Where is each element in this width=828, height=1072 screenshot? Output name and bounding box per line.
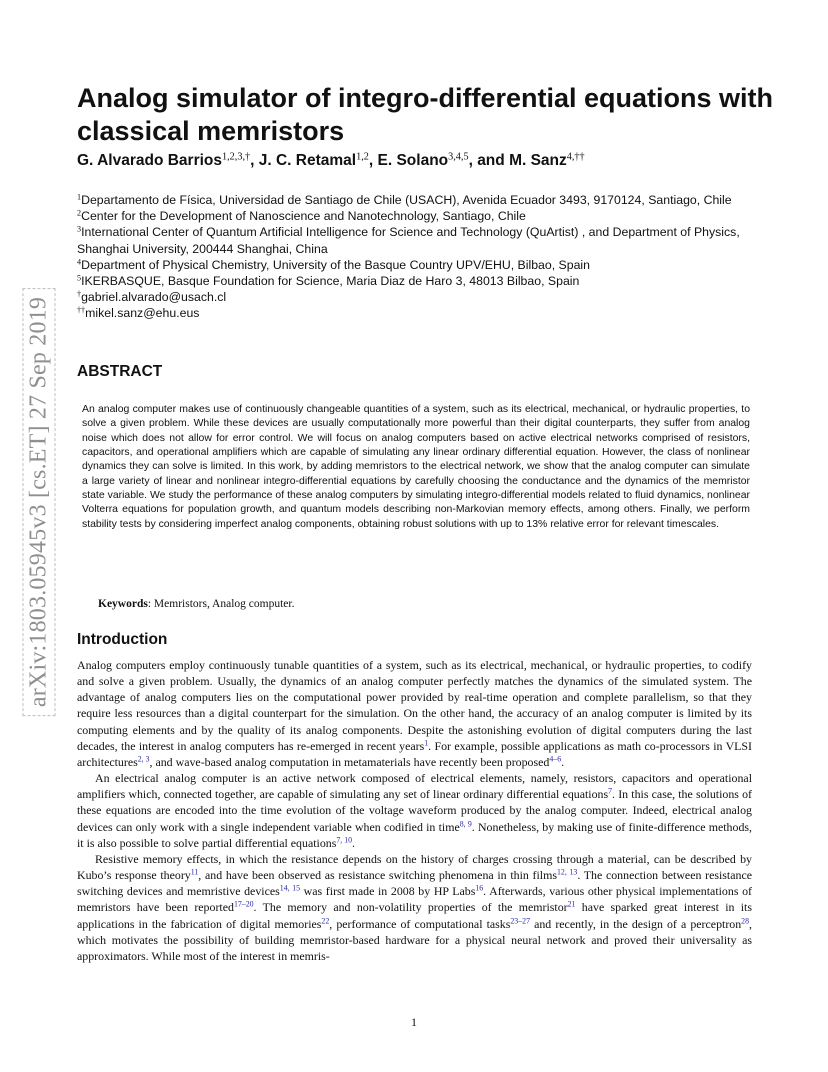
affiliation-item xyxy=(77,192,767,208)
arxiv-stamp xyxy=(20,262,58,742)
citation-link[interactable]: 22 xyxy=(321,916,330,926)
affiliation-item xyxy=(77,289,767,305)
citation-link[interactable]: 2, 3 xyxy=(137,754,150,764)
citation-link[interactable]: 23–27 xyxy=(510,916,530,926)
affiliation-marker: 4 xyxy=(77,257,82,267)
body-paragraph xyxy=(77,657,752,770)
affiliation-text: Center for the Development of Nanoscience and Nanotechnology, Santiago, Chile xyxy=(81,209,526,224)
author-name: J. C. Retamal xyxy=(258,152,357,169)
author-affiliation-marker: 1,2,3,† xyxy=(222,151,251,163)
author-affiliation-marker: 4,†† xyxy=(566,151,585,163)
citation-link[interactable]: 14, 15 xyxy=(279,883,301,893)
affiliation-marker: † xyxy=(77,289,82,299)
affiliation-item xyxy=(77,208,767,224)
affiliation-marker: 3 xyxy=(77,224,82,234)
author-separator: , and xyxy=(468,152,510,169)
affiliation-item xyxy=(77,257,767,273)
paragraph-text: . In this case, the solutions of these equations are encoded into the time evolution of the voltage waveform produced by the analog computer. Indeed, electrical analog devices can only work with a single independent variable when codified in time xyxy=(77,787,752,834)
citation-link[interactable]: 8, 9 xyxy=(459,819,472,829)
affiliation-text: International Center of Quantum Artificial Intelligence for Science and Technology (QuArtist) , and Department of Physics, Shanghai University, 200444 Shanghai, China xyxy=(77,225,740,256)
paragraph-text: was first made in 2008 by HP Labs xyxy=(300,884,476,899)
abstract-heading: ABSTRACT xyxy=(77,363,163,380)
paper-title: Analog simulator of integro-differential equations with classical memristors xyxy=(77,83,774,146)
citation-link[interactable]: 21 xyxy=(567,900,576,910)
paragraph-text: . Afterwards, various other physical implementations of memristors have been reported xyxy=(77,884,752,915)
paragraph-text: , performance of computational tasks xyxy=(329,916,511,931)
author-name: M. Sanz xyxy=(509,152,567,169)
paragraph-text: Analog computers employ continuously tunable quantities of a system, such as its electrical, mechanical, or hydraulic properties, to codify and solve a given problem. Usually, the dynamics of an analog computer perfectly matches the dynamics of the simulated system. The advantage of analog computers lies on the computational power provided by real-time operation and complete parallelism, so that they require less resources than a digital counterpart for the simulation. On the other hand, the accuracy of an analog computer is limited by its computing elements and by the quality of its analog components. Despite the astonishing evolution of digital computers during the last decades, the interest in analog computers has re-emerged in recent years xyxy=(77,658,752,753)
abstract-text: An analog computer makes use of continuously changeable quantities of a system, such as its electrical, mechanical, or hydraulic properties, to solve a given problem. While these devices are usually computationally more powerful than their digital counterparts, they suffer from analog noise which does not allow for error control. We will focus on analog computers based on active electrical networks comprised of resistors, capacitors, and operational amplifiers which are capable of simulating any linear ordinary differential equation. However, the class of nonlinear dynamics they can solve is limited. In this work, by adding memristors to the electrical network, we show that the analog computer can simulate a large variety of linear and nonlinear integro-differential equations by carefully choosing the conductance and the dynamics of the memristor state variable. We study the performance of these analog computers by simulating integro-differential models related to fluid dynamics, nonlinear Volterra equations for population growth, and quantum models describing non-Markovian memory effects, among others. Finally, we perform stability tests by considering imperfect analog components, obtaining robust solutions with up to 13% relative error for relevant timescales. xyxy=(82,404,750,530)
page-number: 1 xyxy=(411,1015,417,1029)
paragraph-text: . xyxy=(352,835,356,850)
paragraph-text: . For example, possible applications as math co-processors in VLSI architectures xyxy=(77,738,752,769)
body-paragraph xyxy=(77,770,752,851)
citation-link[interactable]: 1 xyxy=(424,738,429,748)
affiliation-list xyxy=(77,192,767,322)
affiliation-marker: 5 xyxy=(77,273,82,283)
keywords-text: : Memristors, Analog computer. xyxy=(147,598,295,610)
author-affiliation-marker: 1,2 xyxy=(356,151,369,163)
citation-link[interactable]: 16 xyxy=(475,883,484,893)
affiliation-marker: 2 xyxy=(77,208,82,218)
paragraph-text: . xyxy=(561,754,565,769)
paragraph-text: Resistive memory effects, in which the resistance depends on the history of charges crossing through a material, can be described by Kubo’s response theory xyxy=(77,851,752,883)
citation-link[interactable]: 4–6 xyxy=(549,754,562,764)
citation-link[interactable]: 28 xyxy=(741,916,750,926)
author-affiliation-marker: 3,4,5 xyxy=(448,151,469,163)
keywords-label: Keywords xyxy=(98,598,148,610)
body-paragraph xyxy=(77,851,752,964)
affiliation-item xyxy=(77,273,767,289)
paragraph-text: , which motivates the possibility of building memristor-based hardware for a physical neural network and proved their universality as approximators. While most of the interest in memris- xyxy=(77,916,752,963)
author-name: E. Solano xyxy=(377,152,449,169)
affiliation-text: Departamento de Física, Universidad de Santiago de Chile (USACH), Avenida Ecuador 3493, 9170124, Santiago, Chile xyxy=(81,193,732,207)
introduction-heading: Introduction xyxy=(77,631,168,648)
paragraph-text: have sparked great interest in its applications in the fabrication of digital memories xyxy=(77,900,752,931)
paragraph-text: . The connection between resistance switching devices and memristive devices xyxy=(77,868,753,899)
citation-link[interactable]: 17–20 xyxy=(233,900,254,910)
affiliation-text: Department of Physical Chemistry, University of the Basque Country UPV/EHU, Bilbao, Spain xyxy=(81,257,591,272)
citation-link[interactable]: 11 xyxy=(190,867,199,877)
arxiv-identifier: arXiv:1803.05945v3 [cs.ET] 27 Sep 2019 xyxy=(23,288,56,716)
keywords-line xyxy=(98,598,294,610)
paragraph-text: . The memory and non-volatility properties of the memristor xyxy=(253,900,568,915)
paragraph-text: , and have been observed as resistance switching phenomena in thin films xyxy=(198,868,557,883)
affiliation-item xyxy=(77,305,767,321)
author-name: G. Alvarado Barrios xyxy=(77,152,223,169)
paragraph-text: , and wave-based analog computation in metamaterials have recently been proposed xyxy=(149,754,550,769)
affiliation-text: gabriel.alvarado@usach.cl xyxy=(81,290,227,305)
citation-link[interactable]: 7, 10 xyxy=(336,835,353,845)
affiliation-text: IKERBASQUE, Basque Foundation for Science, Maria Diaz de Haro 3, 48013 Bilbao, Spain xyxy=(81,274,580,289)
affiliation-marker: †† xyxy=(77,305,86,315)
citation-link[interactable]: 12, 13 xyxy=(556,867,578,877)
introduction-body xyxy=(77,657,752,964)
affiliation-marker: 1 xyxy=(77,192,82,202)
affiliation-item xyxy=(77,224,767,256)
paragraph-text: An electrical analog computer is an active network composed of electrical elements, namely, resistors, capacitors and operational amplifiers which, connected together, are capable of simulating any set of linear ordinary differential equations xyxy=(77,771,752,802)
author-separator: , xyxy=(250,152,259,169)
citation-link[interactable]: 7 xyxy=(608,786,613,796)
affiliation-text: mikel.sanz@ehu.eus xyxy=(85,306,200,321)
paragraph-text: and recently, in the design of a perceptron xyxy=(529,916,742,931)
paragraph-text: . Nonetheless, by making use of finite-difference methods, it is also possible to solve partial differential equations xyxy=(77,819,752,850)
author-list xyxy=(77,152,777,170)
author-separator: , xyxy=(368,152,378,169)
